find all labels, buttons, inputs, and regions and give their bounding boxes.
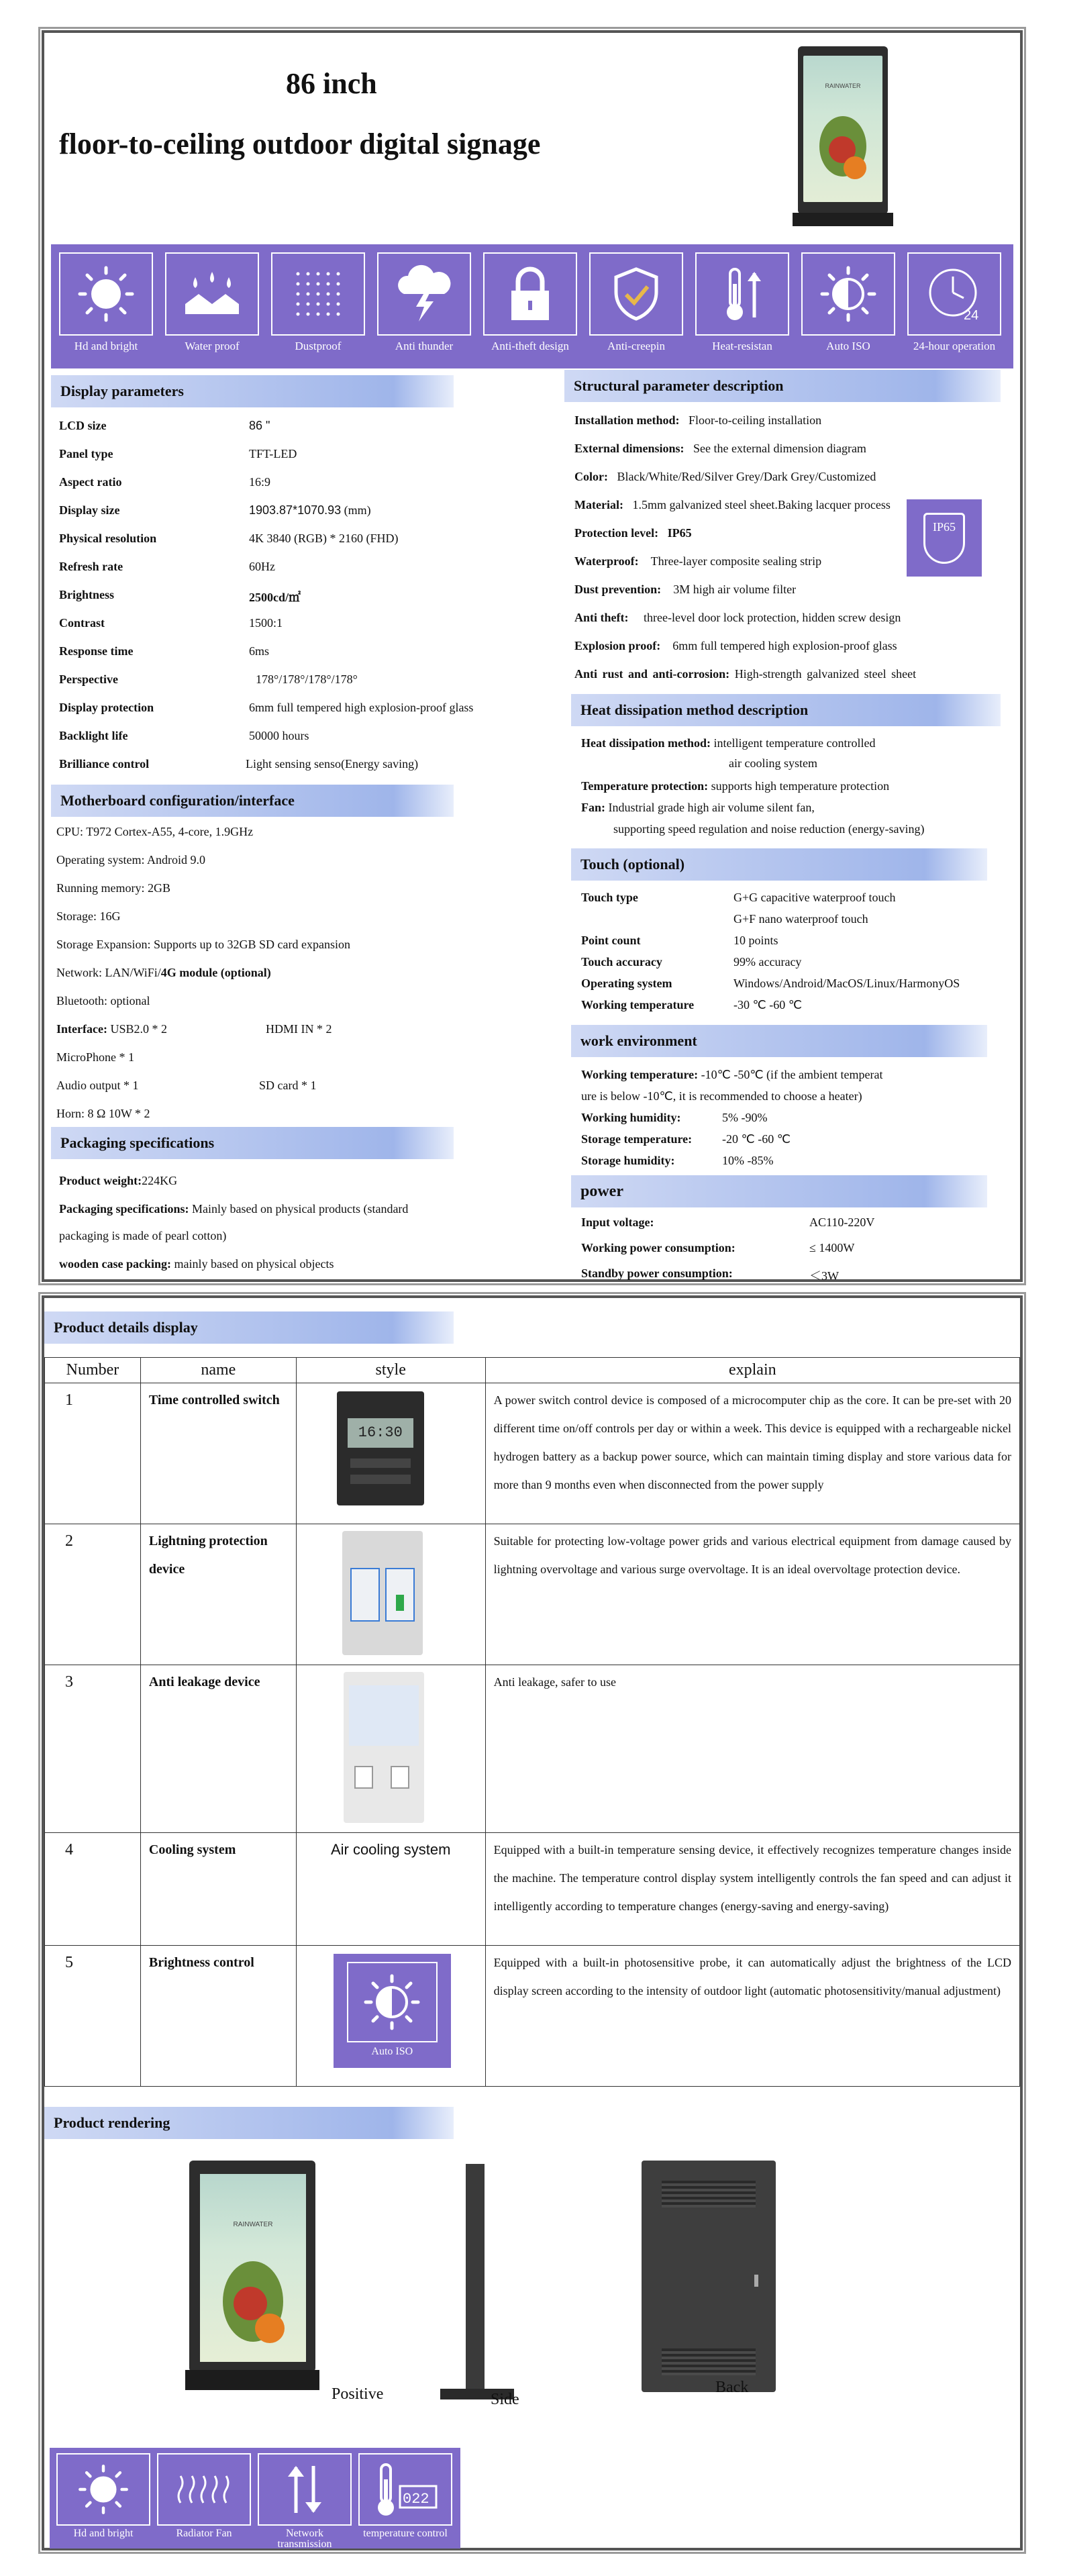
display-params-header: Display parameters — [51, 375, 454, 407]
feature-radiator-fan: Radiator Fan — [157, 2453, 251, 2539]
table-row: 3 Anti leakage device Anti leakage, safer to use — [45, 1665, 1020, 1833]
col-explain: explain — [485, 1358, 1019, 1383]
packaging-header: Packaging specifications — [51, 1127, 454, 1159]
rendering-header: Product rendering — [44, 2107, 454, 2139]
title-size: 86 inch — [286, 67, 377, 100]
thermometer-icon — [372, 2459, 439, 2520]
lock-icon — [503, 264, 557, 324]
spec-sheet-panel: 86 inch floor-to-ceiling outdoor digital signage RAINWATER Hd and bright Water proof Dustproof Anti thunder Anti-theft design Anti-creepin Heat-resistan Auto ISO 24 24-hour operation Display parameters LCD size 86 " Panel type TFT-LED Aspect ratio 16:9 Display size 1903.87*1070.93 (mm) Physical resolution 4K 3840 (RGB) * 2160 (FHD) Refresh rate 60Hz Brightness 2500cd/㎡ Contrast 1500:1 Response time 6ms Perspective 178°/178°/178°/178° Display protection 6mm full tempered high explosion-proof glass Backlight life 50000 hours Brilliance control Light sensing senso(Energy saving) Motherboard configuration/interface CPU: T972 Cortex-A55, 4-core, 1.9GHz Operating system: Android 9.0 Running memory: 2GB Storage: 16G Storage Expansion: Supports up to 32GB SD card expansion Network: LAN/WiFi/4G module (optional) Bluetooth: optional Interface: USB2.0 * 2 HDMI IN * 2 MicroPhone * 1 Audio output * 1 SD card * 1 Horn: 8 Ω 10W * 2 Packaging specifications Product weight:224KG Packaging specifications: Mainly based on physical products (standard packaging is made of pearl cotton) wooden case packing: mainly based on physical objects Structural parameter description Installation method: Floor-to-ceiling installation External dimensions: See the external dimension diagram Color: Black/White/Red/Silver Grey/Dark Grey/Customized Material: 1.5mm galvanized steel sheet.Baking lacquer process Protection level: IP65 Waterproof: Three-layer composite sealing strip Dust prevention: 3M high air volume filter Anti theft: three-level door lock protection, hidden screw design Explosion proof: 6mm full tempered high explosion-proof glass Anti rust and anti-corrosion: High-strength galvanized steel sheet IP65 Heat dissipation method description Heat dissipation method: intelligent temperature controlled air cooling system Temperature protection: supports high temperature protection Fan: Industrial grade high air volume silent fan, supporting speed regulation and noise reduction (energy-saving) Touch (optional) Touch type G+G capacitive waterproof touch G+F nano waterproof touch Point count 10 points Touch accuracy 99% accuracy Operating system Windows/Android/MacOS/Linux/HarmonyOS Working temperature -30 ℃ -60 ℃ work environment Working temperature: -10℃ -50℃ (if the ambient temperat ure is below -10℃, it is recommended to choose a heater) Working humidity: 5% -90% Storage temperature: -20 ℃ -60 ℃ Storage humidity: 10% -85% power Input voltage: AC110-220V Working power consumption: ≤ 1400W Standby power consumption: ＜3W — [42, 30, 1023, 1282]
sun-icon — [76, 264, 136, 324]
kiosk-brand: RAINWATER — [825, 83, 861, 89]
radiator-fan-icon — [174, 2469, 234, 2510]
feature-water-proof: Water proof — [165, 252, 259, 353]
feature-network: Network transmission — [258, 2453, 352, 2550]
feature-24-hour: 24 24-hour operation — [907, 252, 1001, 353]
motherboard-header: Motherboard configuration/interface — [51, 785, 454, 817]
half-sun-icon — [818, 264, 878, 324]
kiosk-side-render — [434, 2164, 527, 2406]
kiosk-back-render — [642, 2161, 776, 2402]
details-header: Product details display — [44, 1311, 454, 1344]
water-drops-icon — [182, 270, 242, 317]
col-number: Number — [45, 1358, 141, 1383]
leakage-breaker-image — [344, 1672, 424, 1823]
feature-heat-resistant: Heat-resistan — [695, 252, 789, 353]
thermo-readout: 022 — [403, 2491, 429, 2508]
surge-protector-image — [342, 1531, 423, 1655]
structural-header: Structural parameter description — [564, 370, 1001, 402]
details-panel — [42, 1295, 1023, 2550]
feature-anti-thunder: Anti thunder — [377, 252, 471, 353]
rendering-feature-strip — [50, 2448, 460, 2548]
network-arrows-icon — [281, 2459, 328, 2520]
heat-header: Heat dissipation method description — [571, 694, 1001, 726]
dust-grid-icon — [288, 264, 348, 324]
feature-icon-strip — [51, 244, 1013, 368]
touch-header: Touch (optional) — [571, 848, 987, 881]
kiosk-hero-image — [793, 46, 893, 228]
feature-temp-control: 022 temperature control — [358, 2453, 452, 2539]
details-table — [44, 1357, 1020, 2087]
thunder-cloud-icon — [391, 264, 458, 324]
half-sun-icon — [362, 1972, 422, 2032]
environment-header: work environment — [571, 1025, 987, 1057]
kiosk-front-render — [185, 2161, 319, 2395]
label-back: Back — [715, 2379, 749, 2396]
power-header: power — [571, 1175, 987, 1207]
auto-iso-badge: Auto ISO — [334, 1954, 451, 2068]
label-positive: Positive — [332, 2385, 384, 2403]
title-product: floor-to-ceiling outdoor digital signage — [59, 128, 541, 160]
feature-hd-bright-2: Hd and bright — [56, 2453, 150, 2539]
feature-anti-theft: Anti-theft design — [483, 252, 577, 353]
ip65-badge — [907, 499, 982, 577]
table-row: 1 Time controlled switch 16:30 A power switch control device is composed of a microcomputer chip as the core. It can be pre-set with 20 different time on/off controls per day or within a week. This device is equipped with a rechargeable nickel hydrogen battery as a backup power source, which can maintain timing display and store various data for more than 9 months even when disconnected from the power supply — [45, 1383, 1020, 1524]
clock-icon — [922, 262, 986, 326]
label-side: Side — [491, 2391, 519, 2408]
shield-icon — [606, 264, 666, 324]
timer-readout: 16:30 — [348, 1418, 413, 1448]
thermometer-icon — [715, 264, 769, 324]
table-row: 5 Brightness control Auto ISO Equipped with a built-in photosensitive probe, it can automatically adjust the brightness of the LCD display screen according to the intensity of outdoor light (automatic photosensitivity/manual adjustment) — [45, 1946, 1020, 2087]
feature-hd-bright: Hd and bright — [59, 252, 153, 353]
svg-text:24: 24 — [964, 308, 979, 323]
sun-icon — [77, 2463, 130, 2516]
feature-auto-iso: Auto ISO — [801, 252, 895, 353]
feature-anti-creepin: Anti-creepin — [589, 252, 683, 353]
feature-dustproof: Dustproof — [271, 252, 365, 353]
table-header-row — [45, 1358, 1020, 1383]
col-name: name — [140, 1358, 296, 1383]
ip65-shield-icon: IP65 — [923, 513, 965, 564]
table-row: 4 Cooling system Air cooling system Equipped with a built-in temperature sensing device, it effectively recognizes temperature changes inside the machine. The temperature control display system intelligently controls the fan speed and can adjust it intelligently according to temperature changes (energy-saving and energy-saving) — [45, 1833, 1020, 1946]
timer-switch-image — [337, 1391, 424, 1505]
col-style: style — [296, 1358, 485, 1383]
table-row: 2 Lightning protection device Suitable for protecting low-voltage power grids and various electrical equipment from damage caused by lightning overvoltage and various surge overvoltage. It is an ideal overvoltage protection device. — [45, 1524, 1020, 1665]
kiosk-front-brand: RAINWATER — [233, 2221, 273, 2228]
